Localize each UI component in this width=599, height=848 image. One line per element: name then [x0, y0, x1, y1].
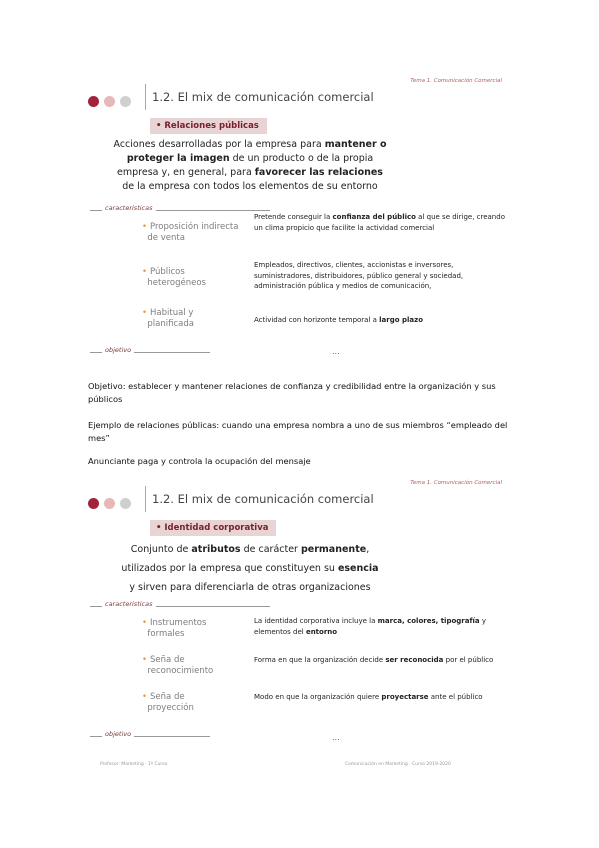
slide-dots	[88, 494, 136, 513]
item-label: • Seña de proyección	[142, 692, 194, 713]
anunciante-text: Anunciante paga y controla la ocupación del mensaje	[88, 456, 311, 466]
bullet-icon: •	[142, 267, 148, 277]
dot-icon	[104, 96, 115, 107]
bullet-icon: •	[142, 618, 148, 628]
definition: Acciones desarrolladas por la empresa para mantener o proteger la imagen de un producto o de la propia empresa y, en general, para favorecer las relaciones de la empresa con todos los elementos de su entorno	[113, 139, 387, 192]
slide-relaciones-publicas	[80, 70, 510, 370]
item-label: • Seña de reconocimiento	[142, 655, 214, 676]
dot-icon	[88, 498, 99, 509]
item-description: La identidad corporativa incluye la marca, colores, tipografía y elementos del entorno	[254, 617, 487, 636]
definition: Conjunto de atributos de carácter permanente, utilizados por la empresa que constituyen su esencia y sirven para diferenciarla de otras organizaciones	[121, 544, 379, 593]
section-label: objetivo	[102, 730, 134, 738]
title-divider	[145, 84, 146, 110]
item-description: Forma en que la organización decide ser reconocida por el público	[254, 656, 494, 664]
item-label: • Públicos heterogéneos	[142, 267, 206, 288]
item-label: • Habitual y planificada	[142, 308, 194, 329]
slide-footer-right: Comunicación en Marketing · Curso 2019-2020	[345, 762, 451, 767]
section-label: objetivo	[102, 346, 134, 354]
slide-identidad-corporativa	[80, 472, 510, 772]
title-divider	[145, 486, 146, 512]
dot-icon	[120, 96, 131, 107]
item-description: Pretende conseguir la confianza del público al que se dirige, creando un clima propicio que facilite la actividad comercial	[254, 213, 505, 232]
objetivo-text: Objetivo: establecer y mantener relaciones de confianza y credibilidad entre la organización y sus públicos	[88, 381, 496, 404]
slide-footer-left: Profesor: Marketing · 1º Curso	[100, 762, 168, 767]
bullet-icon: •	[142, 308, 148, 318]
dot-icon	[88, 96, 99, 107]
section-label: caracteristicas	[102, 204, 156, 212]
dot-icon	[120, 498, 131, 509]
item-description: Actividad con horizonte temporal a largo plazo	[254, 316, 424, 324]
ellipsis: ...	[332, 733, 340, 742]
ejemplo-text: Ejemplo de relaciones públicas: cuando una empresa nombra a uno de sus miembros “empleado del mes”	[88, 420, 508, 443]
dot-icon	[104, 498, 115, 509]
slide-dots	[88, 92, 136, 111]
ellipsis: ...	[332, 347, 340, 356]
topic-tag: • Identidad corporativa	[150, 520, 276, 536]
bullet-icon: •	[142, 692, 148, 702]
slide-title: 1.2. El mix de comunicación comercial	[152, 492, 374, 506]
item-description: Empleados, directivos, clientes, accionistas e inversores, suministradores, distribuidores, público general y sociedad, administración pública y medios de comunicación,	[254, 261, 464, 290]
slide-title: 1.2. El mix de comunicación comercial	[152, 90, 374, 104]
bullet-icon: •	[142, 655, 148, 665]
slide-topic: Tema 1. Comunicación Comercial	[410, 78, 502, 84]
section-label: caracteristicas	[102, 600, 156, 608]
slide-topic: Tema 1. Comunicación Comercial	[410, 480, 502, 486]
item-description: Modo en que la organización quiere proyectarse ante el público	[254, 693, 483, 701]
topic-tag: • Relaciones públicas	[150, 118, 267, 134]
bullet-icon: •	[142, 222, 148, 232]
item-label: • Instrumentos formales	[142, 618, 207, 639]
item-label: • Proposición indirecta de venta	[142, 222, 239, 243]
